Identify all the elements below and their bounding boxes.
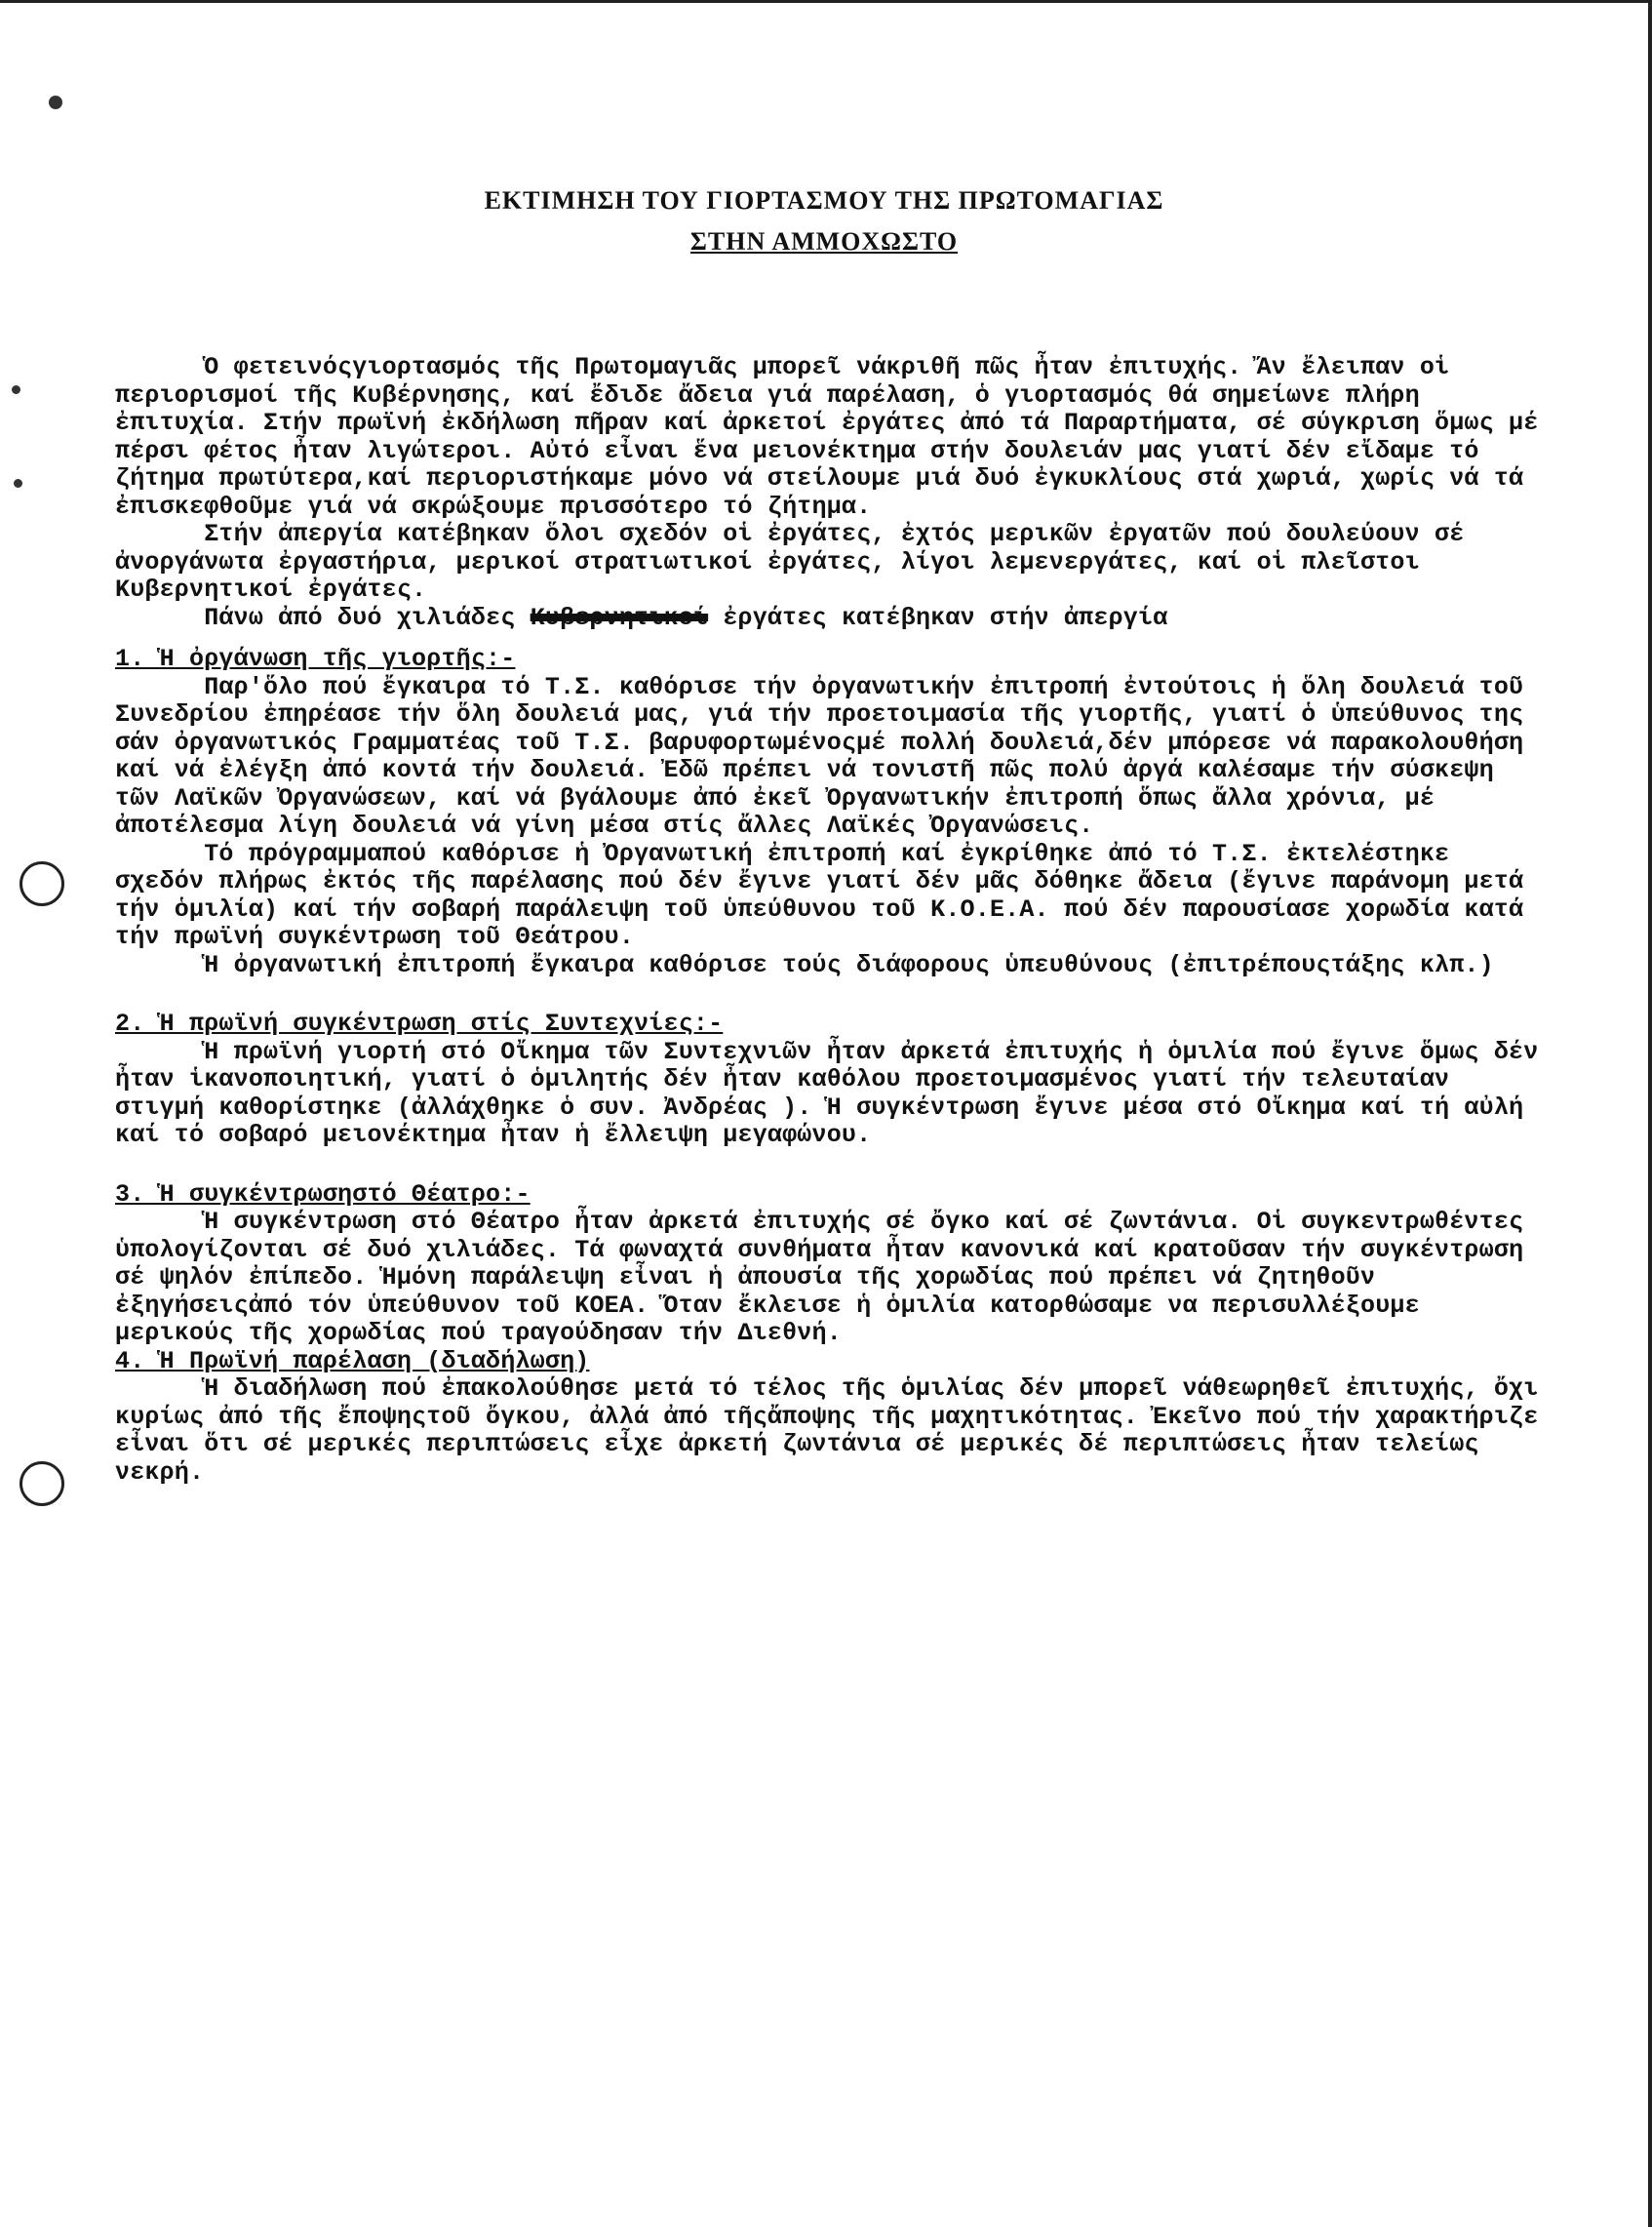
section-3-paragraph-1: Ἡ συγκέντρωση στό Θέατρο ἦταν ἀρκετά ἐπιτυχής σέ ὄγκο καί σέ ζωντάνια. Οἱ συγκεντρωθέντες ὑπολογίζονται σέ δυό χιλιάδες. Τά φωναχτά συνθήματα ἦταν κανονικά καί κρατοῦσαν τήν συγκέντρωση σέ ψηλόν ἐπίπεδο. Ἡμόνη παράλειψη εἶναι ἡ ἀπουσία τῆς χορωδίας πού πρέπει νά ζητηθοῦν ἐξηγήσειςἀπό τόν ὑπεύθυνον τοῦ ΚΟΕΑ. Ὅταν ἔκλεισε ἡ ὁμιλία κατορθώσαμε να περισυλλέξουμε μερικούς τῆς χορωδίας πού τραγούδησαν τήν Διεθνή. <box>115 1208 1539 1347</box>
struck-word: Κυβερνητικοί <box>530 603 709 632</box>
punch-hole-mark <box>20 1461 64 1506</box>
intro-paragraph-1: Ὁ φετεινόςγιορτασμός τῆς Πρωτομαγιᾶς μπορεῖ νάκριθῆ πῶς ἦταν ἐπιτυχής. Ἄν ἔλειπαν οἱ περιορισμοί τῆς Κυβέρνησης, καί ἔδιδε ἄδεια γιά παρέλαση, ὁ γιορτασμός θά σημείωνε πλήρη ἐπιτυχία. Στήν πρωϊνή ἐκδήλωση πῆραν καί ἀρκετοί ἐργάτες ἀπό τά Παραρτήματα, σέ σύγκριση ὅμως μέ πέρσι φέτος ἦταν λιγώτεροι. Αὐτό εἶναι ἕνα μειονέκτημα στήν δουλειάν μας γιατί δέν εἴδαμε τό ζήτημα πρωτύτερα,καί περιοριστήκαμε μόνο νά στείλουμε μιά δυό ἐγκυκλίους στά χωριά, χωρίς νά τά ἐπισκεφθοῦμε γιά νά σκρώξουμε πρισσότερο τό ζήτημα. <box>115 353 1554 521</box>
section-2-paragraph-1: Ἡ πρωϊνή γιορτή στό Οἴκημα τῶν Συντεχνιῶν ἦταν ἀρκετά ἐπιτυχής ἡ ὁμιλία πού ἔγινε ὅμως δέν ἦταν ἱκανοποιητική, γιατί ὁ ὁμιλητής δέν ἦταν καθόλου προετοιμασμένος γιατί τήν τελευταίαν στιγμή καθορίστηκε (ἀλλάχθηκε ὁ συν. Ἀνδρέας ). Ἡ συγκέντρωση ἔγινε μέσα στό Οἴκημα καί τή αὐλή καί τό σοβαρό μειονέκτημα ἦταν ἡ ἔλλειψη μεγαφώνου. <box>115 1037 1554 1149</box>
intro-paragraph-3-start: Πάνω ἀπό δυό χιλιάδες <box>115 603 516 632</box>
section-heading-3: 3. Ἡ συγκέντρωσηστό Θέατρο:- <box>115 1179 531 1209</box>
section-heading-4: 4. Ἡ Πρωϊνή παρέλαση (διαδήλωση) <box>115 1346 590 1375</box>
section-heading-2: 2. Ἡ πρωϊνή συγκέντρωση στίς Συντεχνίες:- <box>115 1010 724 1038</box>
intro-paragraph-3 <box>115 605 1549 633</box>
subtitle-text: ΣΤΗΝ ΑΜΜΟΧΩΣΤΟ <box>689 227 959 256</box>
punch-hole-mark <box>20 861 64 906</box>
section-1-paragraph-3: Ἡ ὀργανωτική ἐπιτροπή ἔγκαιρα καθόρισε τούς διάφορους ὑπευθύνους (ἐπιτρέπουςτάξης κλπ.) <box>115 950 1494 979</box>
section-1-paragraph-1: Παρ'ὅλο πού ἔγκαιρα τό Τ.Σ. καθόρισε τήν ὀργανωτικήν ἐπιτροπή ἐντούτοις ἡ ὅλη δουλειά τοῦ Συνεδρίου ἐπηρέασε τήν ὅλη δουλειά μας, γιά τήν προετοιμασία τῆς γιορτῆς, γιατί ὁ ὑπεύθυνος της σάν ὀργανωτικός Γραμματέας τοῦ Τ.Σ. βαρυφορτωμένοςμέ πολλή δουλειά,δέν μπόρεσε νά παρακολουθήση καί νά ἐλέγξη ἀπό κοντά τήν δουλειά. Ἐδῶ πρέπει νά τονιστῆ πῶς πολύ ἀργά καλέσαμε τήν σύσκεψη τῶν Λαϊκῶν Ὀργανώσεων, καί νά βγάλουμε ἀπό ἐκεῖ Ὀργανωτικήν ἐπιτροπή ὅπως ἄλλα χρόνια, μέ ἀποτέλεσμα λίγη δουλειά νά γίνη μέσα στίς ἄλλες Λαϊκές Ὀργανώσεις. <box>115 672 1539 840</box>
intro-paragraph-3-end: ἐργάτες κατέβηκαν στήν ἀπεργία <box>723 603 1168 632</box>
section-1-paragraph-2: Τό πρόγραμμαπού καθόρισε ἡ Ὀργανωτική ἐπιτροπή καί ἐγκρίθηκε ἀπό τό Τ.Σ. ἐκτελέστηκε σχεδόν πλήρως ἐκτός τῆς παρέλασης πού δέν ἔγινε γιατί δέν μᾶς δόθηκε ἄδεια (ἔγινε παράνομη μετά τήν ὁμιλία) καί τήν σοβαρή παράλειψη τοῦ ὑπεύθυνου τοῦ Κ.Ο.Ε.Α. πού δέν παρουσίασε χορωδία κατά τήν πρωϊνή συγκέντρωση τοῦ Θεάτρου. <box>115 839 1539 951</box>
ink-speck <box>49 96 62 109</box>
ink-speck <box>14 479 22 488</box>
document-body <box>115 353 1554 1487</box>
document-subtitle <box>0 227 1648 257</box>
section-4-paragraph-1: Ἡ διαδήλωση πού ἐπακολούθησε μετά τό τέλος τῆς ὁμιλίας δέν μπορεῖ νάθεωρηθεῖ ἐπιτυχής, ὄχι κυρίως ἀπό τῆς ἔποψηςτοῦ ὄγκου, ἀλλά ἀπό τῆςἄποψης τῆς μαχητικότητας. Ἐκεῖνο πού τήν χαρακτήριζε εἶναι ὅτι σέ μερικές περιπτώσεις εἶχε ἀρκετή ζωντάνια σέ μερικές δέ περιπτώσεις ἦταν τελείως νεκρή. <box>115 1374 1554 1487</box>
ink-speck <box>12 385 20 394</box>
intro-paragraph-2: Στήν ἀπεργία κατέβηκαν ὅλοι σχεδόν οἱ ἐργάτες, ἐχτός μερικῶν ἐργατῶν πού δουλεύουν σέ ἀνοργάνωτα ἐργαστήρια, μερικοί στρατιωτικοί ἐργάτες, λίγοι λεμενεργάτες, καί οἱ πλεῖστοι Κυβερνητικοί ἐργάτες. <box>115 520 1479 604</box>
section-heading-1: 1. Ἡ ὀργάνωση τῆς γιορτῆς:- <box>115 645 516 673</box>
document-title: ΕΚΤΙΜΗΣΗ ΤΟΥ ΓΙΟΡΤΑΣΜΟΥ ΤΗΣ ΠΡΩΤΟΜΑΓΙΑΣ <box>484 186 1164 215</box>
